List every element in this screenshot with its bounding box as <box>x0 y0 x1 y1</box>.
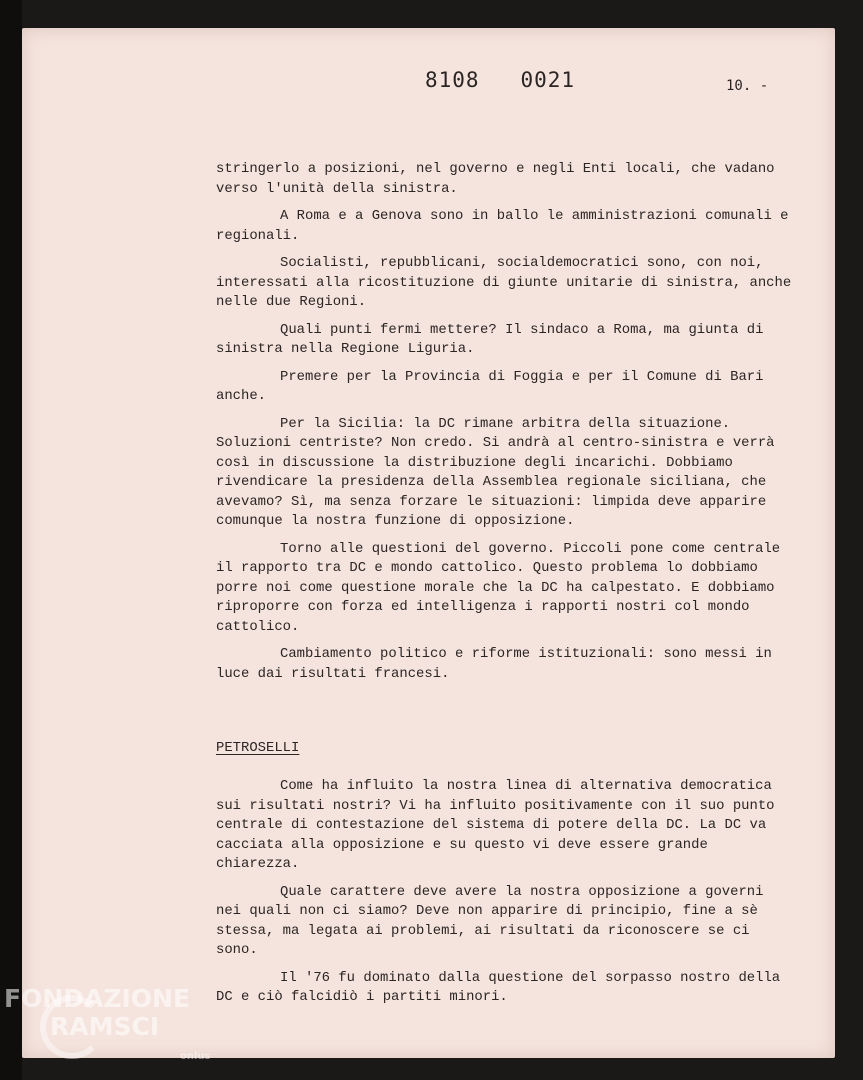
paragraph: Cambiamento politico e riforme istituzionali: sono messi in luce dai risultati francesi. <box>216 646 772 682</box>
document-body <box>216 160 796 692</box>
logo-sub: onlus <box>180 1051 211 1062</box>
section-heading: PETROSELLI <box>216 740 300 756</box>
fondazione-gramsci-logo <box>4 984 211 1062</box>
paragraph: Socialisti, repubblicani, socialdemocratici sono, con noi, interessati alla ricostituzione di giunte unitarie di sinistra, anche nelle due Regioni. <box>216 255 792 310</box>
paragraph: Quali punti fermi mettere? Il sindaco a Roma, ma giunta di sinistra nella Regione Liguria. <box>216 321 764 357</box>
logo-line2: RAMSCI <box>50 1012 160 1041</box>
paragraph: stringerlo a posizioni, nel governo e negli Enti locali, che vadano verso l'unità della sinistra. <box>216 161 775 197</box>
paragraph: Torno alle questioni del governo. Piccoli pone come centrale il rapporto tra DC e mondo cattolico. Questo problema lo dobbiamo porre noi come questione morale che la DC ha calpestato. E dobbiamo riproporre con forza ed intelligenza i rapporti nostri col mondo cattolico. <box>216 540 781 635</box>
paragraph: Per la Sicilia: la DC rimane arbitra della situazione. Soluzioni centriste? Non credo. Si andrà al centro-sinistra e verrà così in discussione la distribuzione degli incarichi. Dobbiamo rivendicare la presidenza della Assemblea regionale siciliana, che avevamo? Sì, ma senza forzare le situazioni: limpida deve apparire comunque la nostra funzione di opposizione. <box>216 415 775 529</box>
logo-line1: FONDAZIONE <box>4 984 191 1013</box>
archive-stamp: 8108 0021 <box>425 68 576 92</box>
paragraph: Come ha influito la nostra linea di alternativa democratica sui risultati nostri? Vi ha influito positivamente con il suo punto centrale di contestazione del sistema di potere della DC. La DC va cacciata alla opposizione e su questo vi deve essere grande chiarezza. <box>216 778 775 872</box>
paragraph: Il '76 fu dominato dalla questione del sorpasso nostro della DC e ciò falcidiò i partiti minori. <box>216 969 781 1005</box>
scan-edge <box>0 0 22 1080</box>
section-body <box>216 777 796 1016</box>
paragraph: A Roma e a Genova sono in ballo le amministrazioni comunali e regionali. <box>216 208 789 244</box>
paragraph: Quale carattere deve avere la nostra opposizione a governi nei quali non ci siamo? Deve non apparire di principio, fine a sè stessa, ma legata ai problemi, ai risultati da riconoscere se ci sono. <box>216 883 764 958</box>
paragraph: Premere per la Provincia di Foggia e per il Comune di Bari anche. <box>216 368 764 404</box>
page-number: 10. - <box>726 78 769 94</box>
